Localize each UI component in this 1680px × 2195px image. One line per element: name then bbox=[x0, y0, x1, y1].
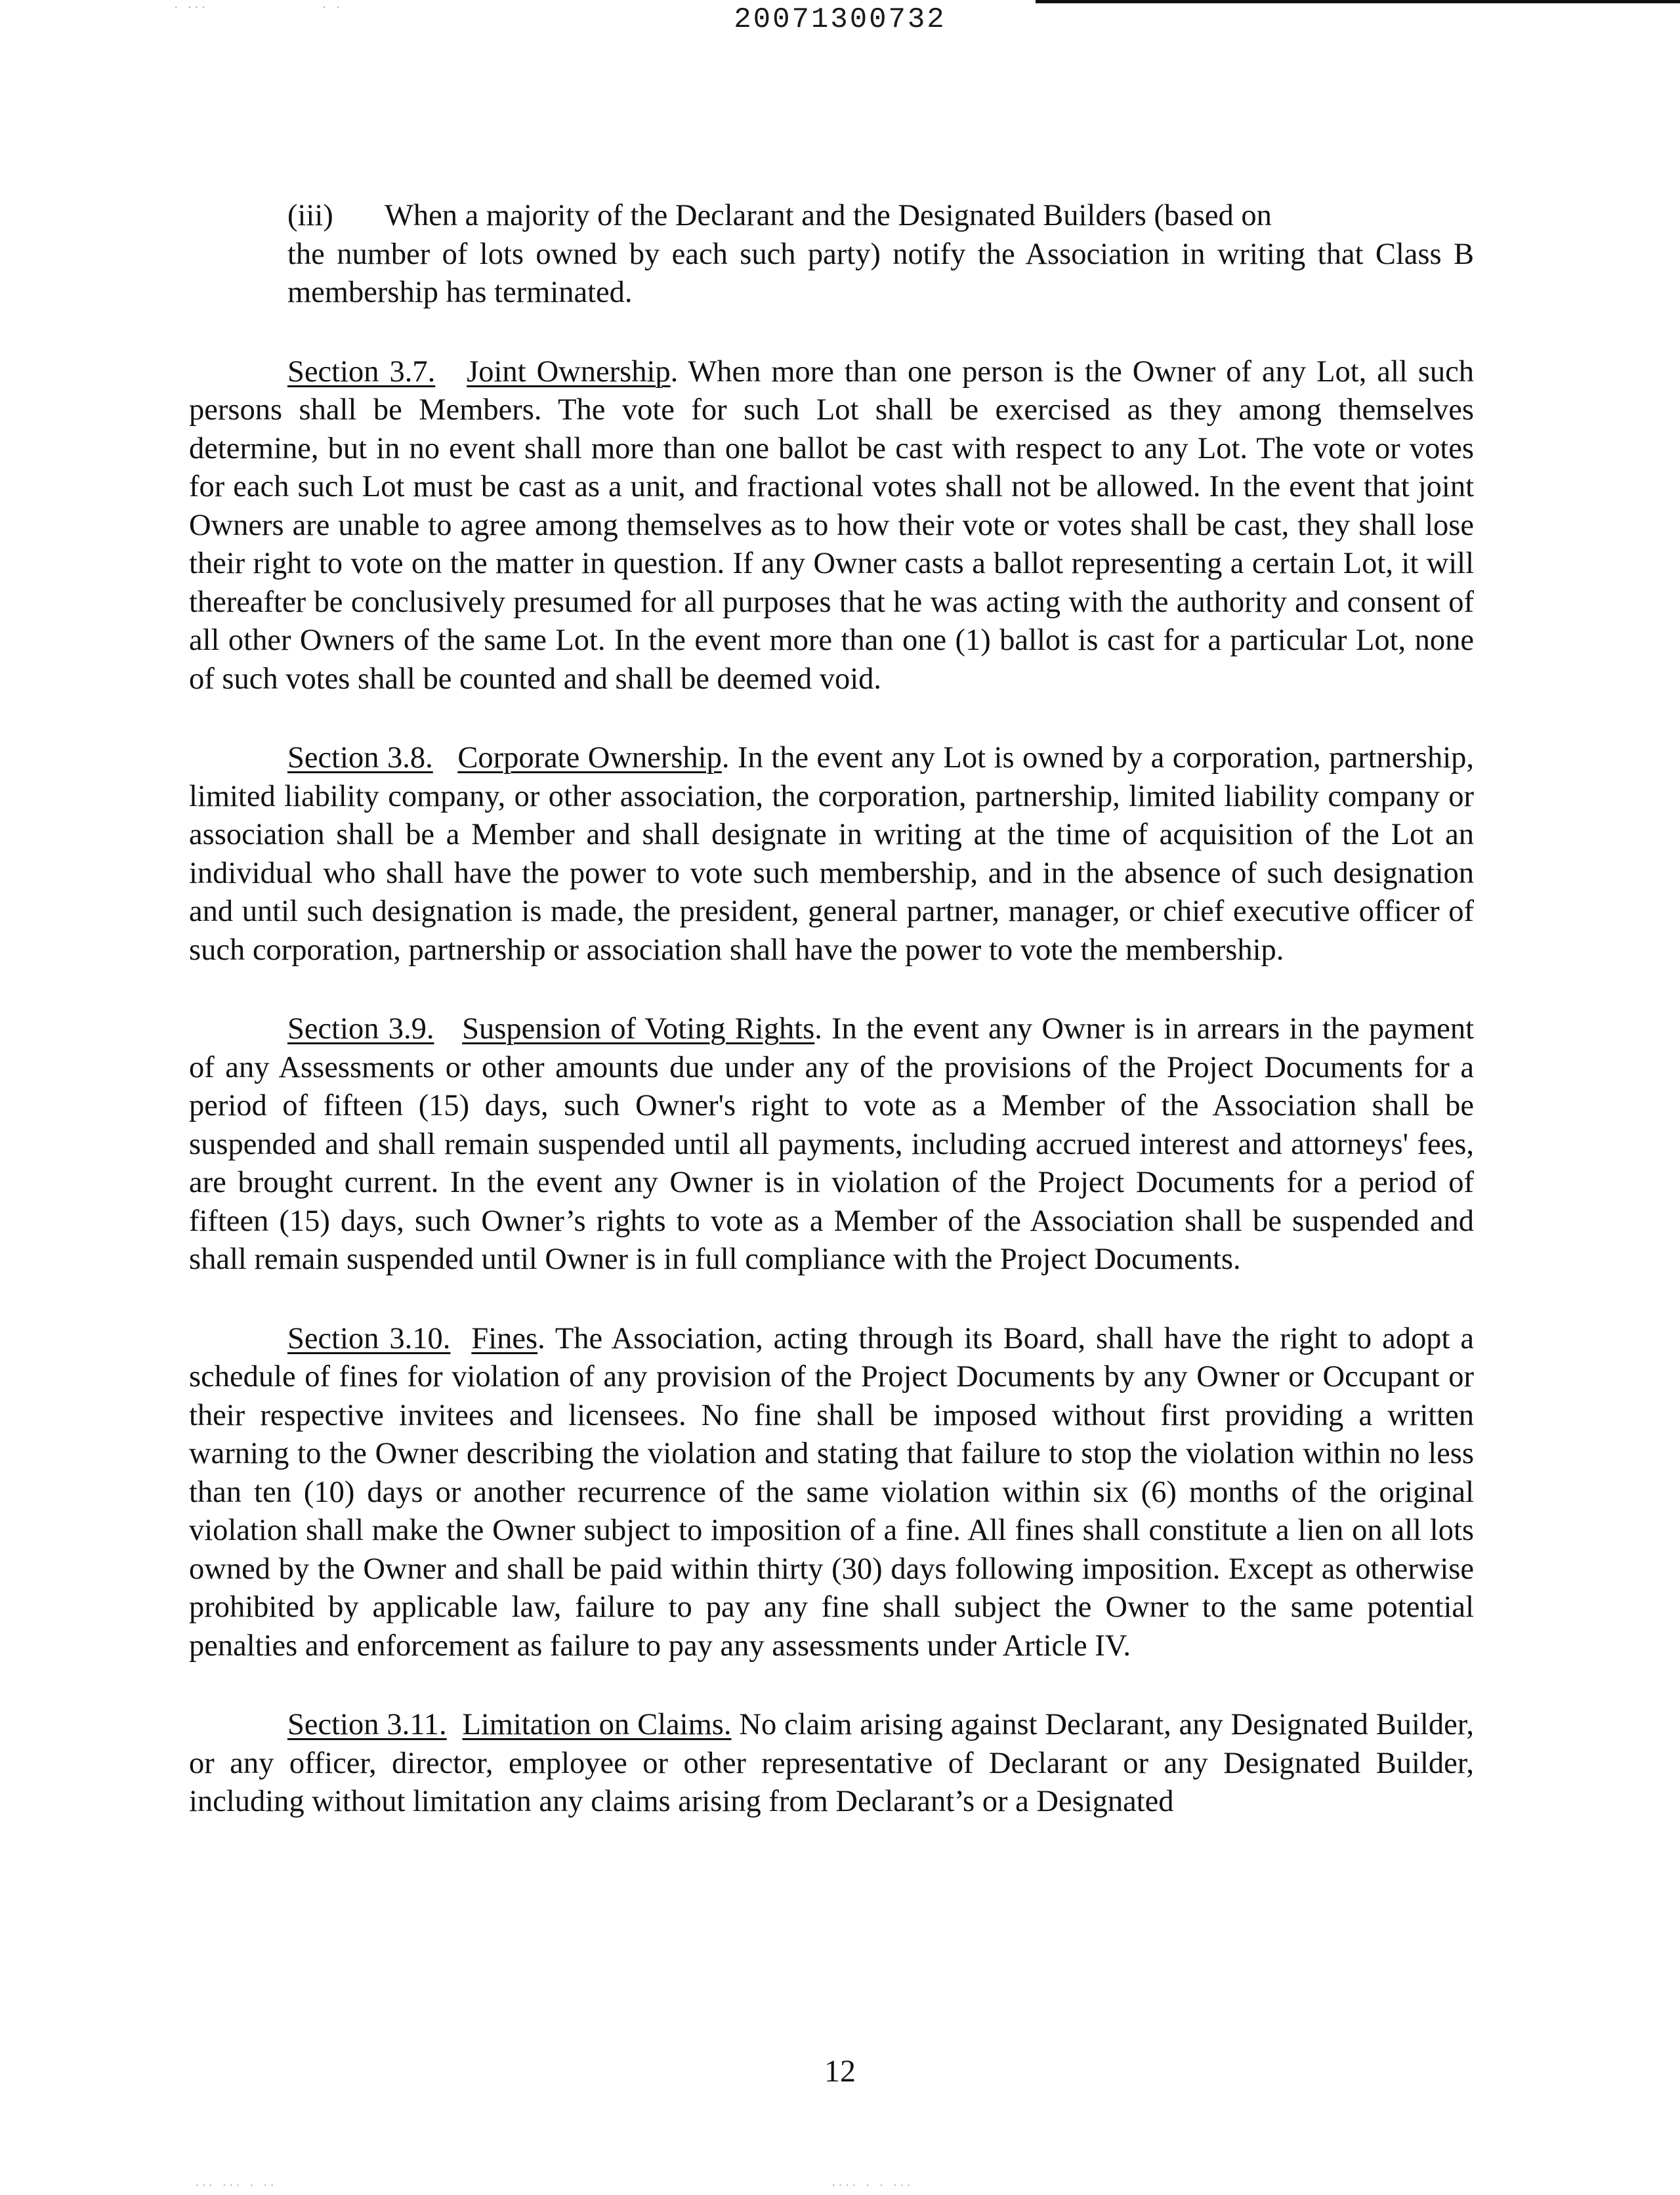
scan-artifact: · ··· bbox=[173, 3, 208, 13]
section-title: Limitation on Claims. bbox=[462, 1708, 732, 1741]
section-body: . The Association, acting through its Board, shall have the right to adopt a schedule of fines for violation of any provision of the Project Documents by any Owner or Occupant or their respective invitees and licensees. No fine shall be imposed without first providing a written warning to the Owner describing the violation and stating that failure to stop the violation within no less than ten (10) days or another recurrence of the same violation within six (6) months of the original violation shall make the Owner subject to imposition of a fine. All fines shall constitute a lien on all lots owned by the Owner and shall be paid within thirty (30) days following imposition. Except as otherwise prohibited by applicable law, failure to pay any fine shall subject the Owner to the same potential penalties and enforcement as failure to pay any assessments under Article IV. bbox=[189, 1321, 1474, 1663]
scan-artifact: ···· · · ··· bbox=[831, 2181, 913, 2191]
section-3-9 bbox=[189, 1010, 1474, 1279]
section-3-8 bbox=[189, 739, 1474, 970]
section-number: Section 3.7. bbox=[287, 354, 436, 389]
section-body: . In the event any Owner is in arrears in the payment of any Assessments or other amounts due under any of the provisions of the Project Documents for a period of fifteen (15) days, such Owner's right to vote as a Member of the Association shall be suspended and shall remain suspended until all payments, including accrued interest and attorneys' fees, are brought current. In the event any Owner is in violation of the Project Documents for a period of fifteen (15) days, such Owner’s rights to vote as a Member of the Association shall be suspended and shall remain suspended until Owner is in full compliance with the Project Documents. bbox=[189, 1012, 1474, 1276]
section-body: . When more than one person is the Owner of any Lot, all such persons shall be Members. The vote for such Lot shall be exercised as they among themselves determine, but in no event shall more than one ballot be cast with respect to any Lot. The vote or votes for each such Lot must be cast as a unit, and fractional votes shall not be allowed. In the event that joint Owners are unable to agree among themselves as to how their vote or votes shall be cast, they shall lose their right to vote on the matter in question. If any Owner casts a ballot representing a certain Lot, it will thereafter be conclusively presumed for all purposes that he was acting with the authority and consent of all other Owners of the same Lot. In the event more than one (1) ballot is cast for a particular Lot, none of such votes shall be counted and shall be deemed void. bbox=[189, 354, 1474, 696]
section-3-11 bbox=[189, 1706, 1474, 1822]
scan-artifact: ··· ··· · ·· bbox=[194, 2181, 276, 2191]
sub-item-label: (iii) bbox=[287, 199, 333, 232]
section-title: Corporate Ownership bbox=[457, 741, 722, 775]
sub-item-text-first: When a majority of the Declarant and the Designated Builders (based on bbox=[385, 199, 1272, 232]
section-3-10 bbox=[189, 1320, 1474, 1666]
document-body bbox=[189, 197, 1474, 1822]
section-number: Section 3.8. bbox=[287, 741, 433, 775]
document-number: 20071300732 bbox=[734, 3, 946, 36]
section-number: Section 3.9. bbox=[287, 1012, 434, 1046]
section-number: Section 3.10. bbox=[287, 1321, 451, 1355]
section-title: Fines bbox=[471, 1321, 538, 1355]
page-number: 12 bbox=[824, 2054, 856, 2089]
section-title: Joint Ownership bbox=[467, 354, 671, 389]
section-body: No claim arising against Declarant, any Designated Builder, or any officer, director, employee or other representative of Declarant or any Designated Builder, including without limitation any claims arising from Declarant’s or a Designated bbox=[189, 1708, 1474, 1818]
section-3-7 bbox=[189, 353, 1474, 699]
section-number: Section 3.11. bbox=[287, 1708, 447, 1741]
sub-item-iii bbox=[189, 197, 1474, 236]
scan-artifact: · · bbox=[322, 3, 343, 13]
sub-item-text-rest: the number of lots owned by each such party) notify the Association in writing that Class B membership has terminated. bbox=[287, 237, 1474, 309]
section-title: Suspension of Voting Rights bbox=[462, 1012, 815, 1046]
section-body: . In the event any Lot is owned by a corporation, partnership, limited liability company, or other association, the corporation, partnership, limited liability company or association shall be a Member and shall designate in writing at the time of acquisition of the Lot an individual who shall have the power to vote such membership, and in the absence of such designation and until such designation is made, the president, general partner, manager, or chief executive officer of such corporation, partnership or association shall have the power to vote the membership. bbox=[189, 741, 1475, 967]
